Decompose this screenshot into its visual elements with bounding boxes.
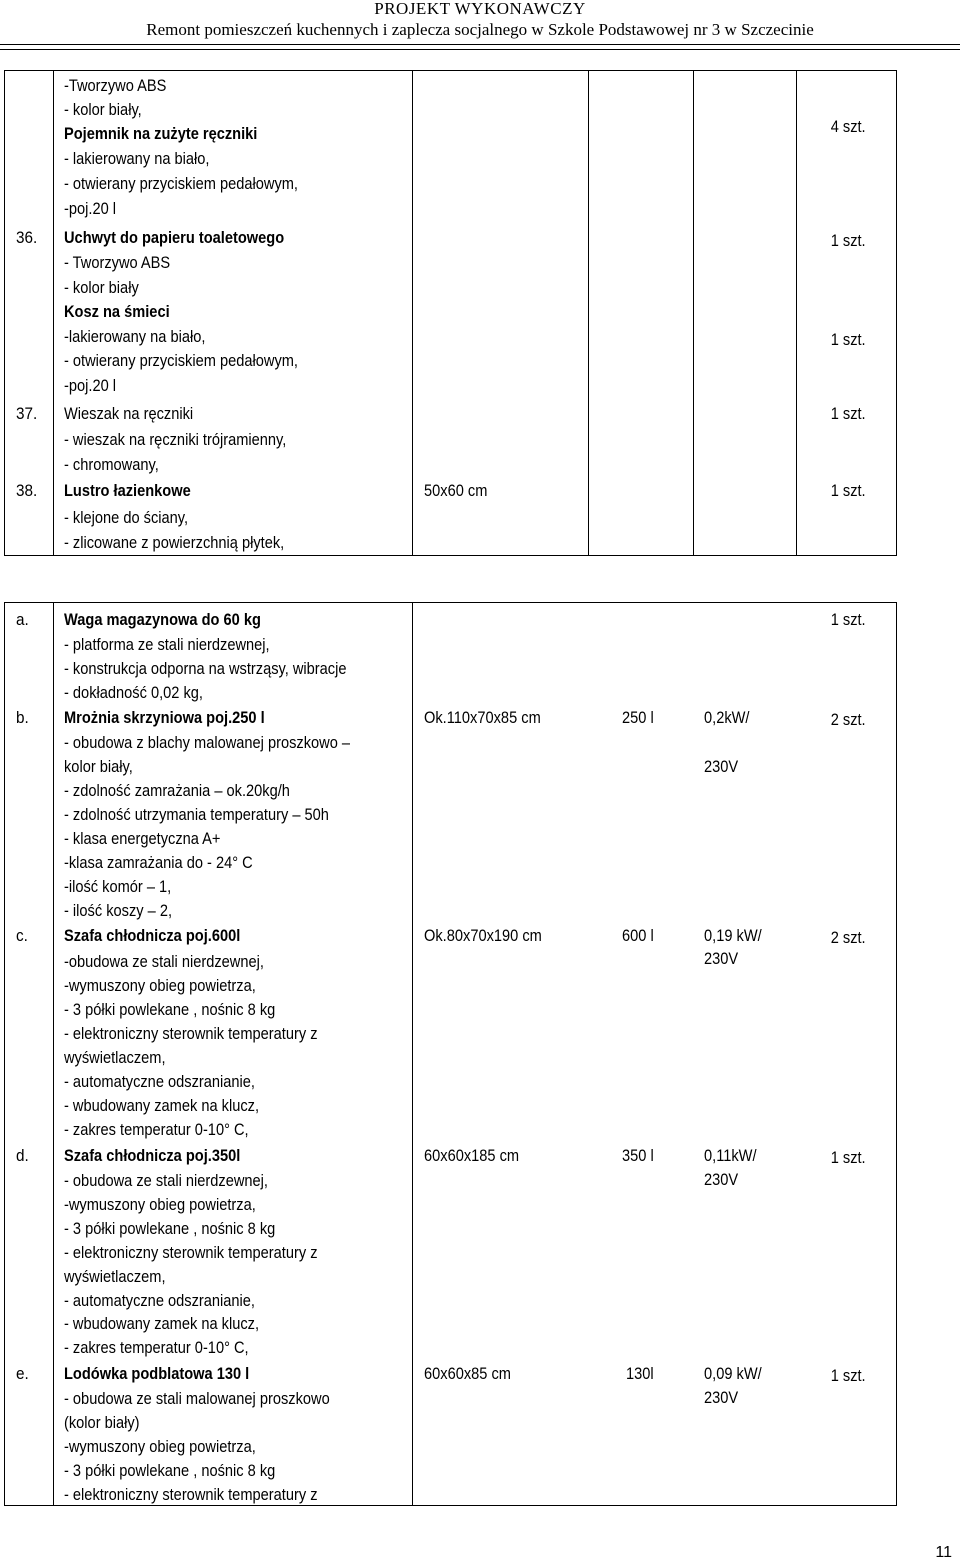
- item-line: - platforma ze stali nierdzewnej,: [64, 635, 270, 654]
- item-quantity: 4 szt.: [831, 117, 866, 136]
- item-dimensions: Ok.110x70x85 cm: [424, 708, 541, 727]
- page-number: 11: [935, 1544, 952, 1561]
- item-line: -wymuszony obieg powietrza,: [64, 1437, 256, 1456]
- item-dimensions: 60x60x185 cm: [424, 1146, 520, 1165]
- item-line: -wymuszony obieg powietrza,: [64, 1195, 256, 1214]
- item-line: - obudowa ze stali malowanej proszkowo: [64, 1389, 330, 1408]
- item-number: 37.: [16, 404, 38, 423]
- item-line: -obudowa ze stali nierdzewnej,: [64, 952, 264, 971]
- item-line: - dokładność 0,02 kg,: [64, 683, 203, 702]
- item-line: - zlicowane z powierzchnią płytek,: [64, 533, 285, 552]
- item-number: c.: [16, 926, 28, 945]
- item-voltage: 230V: [704, 1388, 739, 1407]
- item-dimensions: 60x60x85 cm: [424, 1364, 511, 1383]
- item-quantity: 2 szt.: [831, 710, 866, 729]
- item-power: 0,2kW/: [704, 708, 750, 727]
- item-line: - Tworzywo ABS: [64, 253, 171, 272]
- item-line: - konstrukcja odporna na wstrząsy, wibracje: [64, 659, 347, 678]
- item-line: -poj.20 l: [64, 376, 117, 395]
- item-line: wyświetlaczem,: [64, 1267, 166, 1286]
- item-title: Lustro łazienkowe: [64, 481, 191, 500]
- item-dimensions: 50x60 cm: [424, 481, 488, 500]
- item-quantity: 2 szt.: [831, 928, 866, 947]
- item-title: Szafa chłodnicza poj.350l: [64, 1146, 241, 1165]
- item-title: Mrożnia skrzyniowa poj.250 l: [64, 708, 265, 727]
- item-line: - 3 półki powlekane , nośnic 8 kg: [64, 1000, 276, 1019]
- item-line: - obudowa z blachy malowanej proszkowo –: [64, 733, 351, 752]
- item-line: - otwierany przyciskiem pedałowym,: [64, 174, 299, 193]
- item-line: -poj.20 l: [64, 199, 117, 218]
- item-line: - 3 półki powlekane , nośnic 8 kg: [64, 1461, 276, 1480]
- item-line: -klasa zamrażania do - 24° C: [64, 853, 253, 872]
- item-title: Waga magazynowa do 60 kg: [64, 610, 261, 629]
- item-voltage: 230V: [704, 757, 739, 776]
- item-quantity: 1 szt.: [831, 481, 866, 500]
- item-line: wyświetlaczem,: [64, 1048, 166, 1067]
- item-line: - elektroniczny sterownik temperatury z: [64, 1243, 318, 1262]
- item-capacity: 250 l: [622, 708, 654, 727]
- item-line: - zakres temperatur 0-10° C,: [64, 1338, 249, 1357]
- item-line: - kolor biały: [64, 278, 139, 297]
- item-line: - automatyczne odszranianie,: [64, 1072, 255, 1091]
- item-line: - lakierowany na biało,: [64, 149, 210, 168]
- item-number: 36.: [16, 228, 38, 247]
- item-number: e.: [16, 1364, 29, 1383]
- item-line: (kolor biały): [64, 1413, 140, 1432]
- item-line: - otwierany przyciskiem pedałowym,: [64, 351, 299, 370]
- item-line: - elektroniczny sterownik temperatury z: [64, 1024, 318, 1043]
- item-number: d.: [16, 1146, 29, 1165]
- item-line: -Tworzywo ABS: [64, 76, 167, 95]
- item-capacity: 130l: [626, 1364, 654, 1383]
- item-line: -lakierowany na biało,: [64, 327, 206, 346]
- item-quantity: 1 szt.: [831, 1148, 866, 1167]
- item-line: - wieszak na ręczniki trójramienny,: [64, 430, 287, 449]
- item-line: - chromowany,: [64, 455, 159, 474]
- item-number: 38.: [16, 481, 38, 500]
- item-line: -ilość komór – 1,: [64, 877, 172, 896]
- header-rule-thin: [0, 49, 960, 50]
- item-line: - zdolność zamrażania – ok.20kg/h: [64, 781, 290, 800]
- item-line: - ilość koszy – 2,: [64, 901, 173, 920]
- item-power: 0,09 kW/: [704, 1364, 762, 1383]
- item-line: - automatyczne odszranianie,: [64, 1291, 255, 1310]
- item-title: Kosz na śmieci: [64, 302, 170, 321]
- item-quantity: 1 szt.: [831, 610, 866, 629]
- item-line: - 3 półki powlekane , nośnic 8 kg: [64, 1219, 276, 1238]
- item-line: - elektroniczny sterownik temperatury z: [64, 1485, 318, 1504]
- document-header-title: PROJEKT WYKONAWCZY: [374, 0, 586, 18]
- item-title: Wieszak na ręczniki: [64, 404, 194, 423]
- item-title: Lodówka podblatowa 130 l: [64, 1364, 250, 1383]
- item-line: - klejone do ściany,: [64, 508, 189, 527]
- item-quantity: 1 szt.: [831, 231, 866, 250]
- header-rule: [0, 44, 960, 45]
- document-header-subtitle: Remont pomieszczeń kuchennych i zaplecza socjalnego w Szkole Podstawowej nr 3 w Szczecinie: [146, 20, 814, 39]
- item-title: Uchwyt do papieru toaletowego: [64, 228, 285, 247]
- item-capacity: 350 l: [622, 1146, 654, 1165]
- item-line: - zdolność utrzymania temperatury – 50h: [64, 805, 329, 824]
- item-line: - klasa energetyczna A+: [64, 829, 221, 848]
- item-number: a.: [16, 610, 29, 629]
- item-capacity: 600 l: [622, 926, 654, 945]
- item-line: -wymuszony obieg powietrza,: [64, 976, 256, 995]
- item-number: b.: [16, 708, 29, 727]
- item-quantity: 1 szt.: [831, 1366, 866, 1385]
- item-line: kolor biały,: [64, 757, 133, 776]
- item-voltage: 230V: [704, 949, 739, 968]
- item-title: Pojemnik na zużyte ręczniki: [64, 124, 258, 143]
- item-quantity: 1 szt.: [831, 330, 866, 349]
- item-line: - kolor biały,: [64, 100, 142, 119]
- item-line: - wbudowany zamek na klucz,: [64, 1314, 260, 1333]
- item-quantity: 1 szt.: [831, 404, 866, 423]
- item-title: Szafa chłodnicza poj.600l: [64, 926, 241, 945]
- item-line: - zakres temperatur 0-10° C,: [64, 1120, 249, 1139]
- item-line: - obudowa ze stali nierdzewnej,: [64, 1171, 268, 1190]
- item-dimensions: Ok.80x70x190 cm: [424, 926, 542, 945]
- item-voltage: 230V: [704, 1170, 739, 1189]
- item-line: - wbudowany zamek na klucz,: [64, 1096, 260, 1115]
- item-power: 0,19 kW/: [704, 926, 762, 945]
- item-power: 0,11kW/: [704, 1146, 757, 1165]
